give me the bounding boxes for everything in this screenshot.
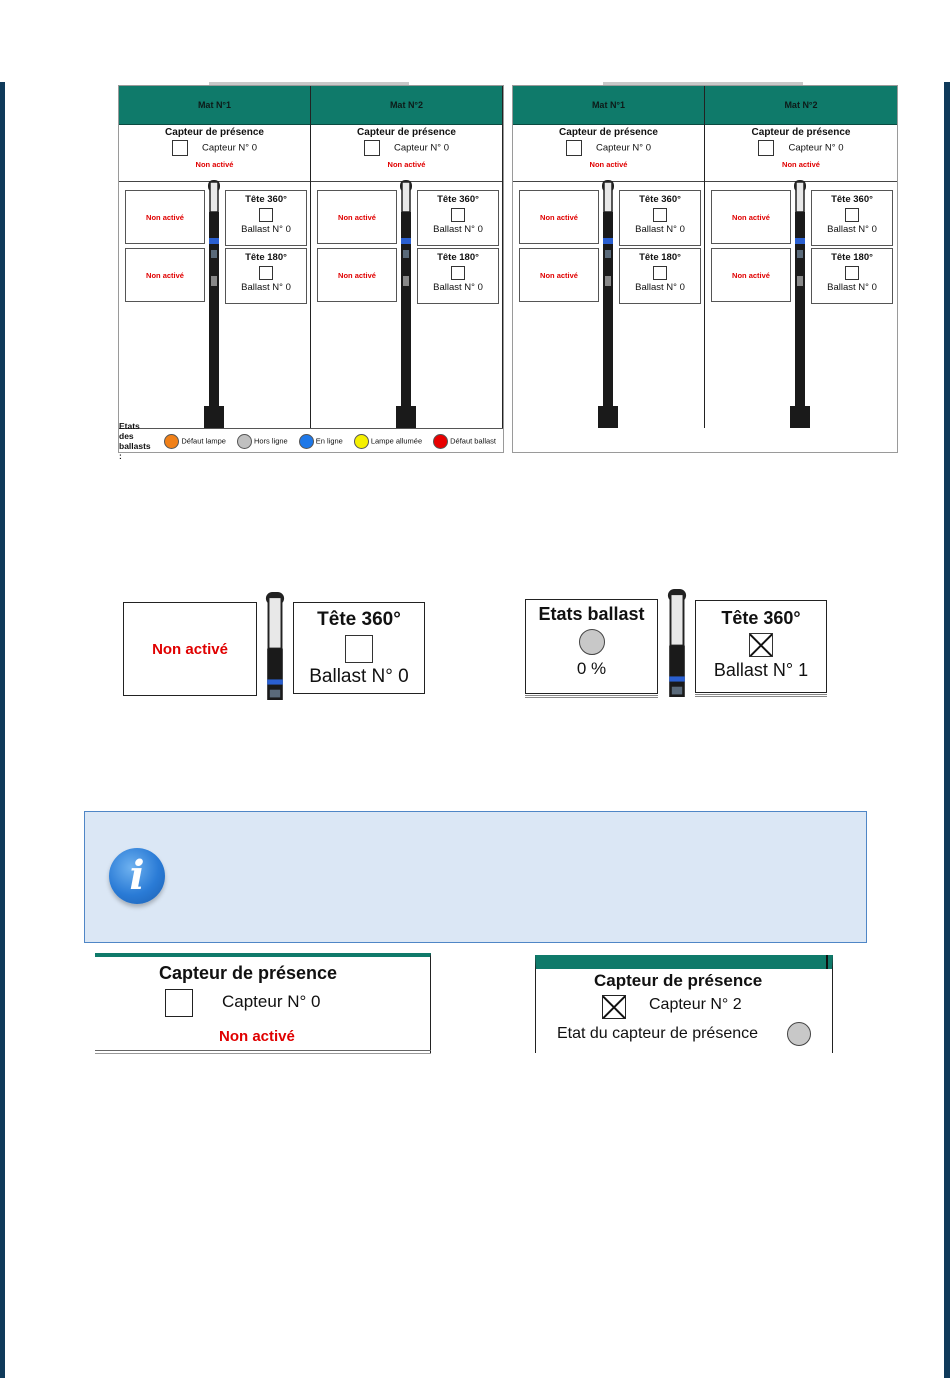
row-divider	[695, 694, 827, 697]
head-status-box: Non activé	[711, 190, 791, 244]
head-360-box[interactable]	[417, 190, 499, 246]
head-status-box: Non activé	[125, 248, 205, 302]
ballast-checkbox[interactable]	[259, 266, 273, 280]
head-360-box[interactable]	[225, 190, 307, 246]
legend-title: Etats des ballasts :	[119, 421, 151, 461]
light-pole-icon	[204, 180, 224, 428]
ballast-label: Ballast N° 0	[241, 224, 291, 235]
sensor-checkbox-checked[interactable]	[602, 995, 626, 1019]
sensor-status: Non activé	[195, 160, 234, 169]
ballast-label: Ballast N° 0	[433, 282, 483, 293]
sensor-label: Capteur N° 0	[393, 142, 450, 154]
ballast-label: Ballast N° 0	[635, 224, 685, 235]
presence-sensor-title: Capteur de présence	[751, 127, 851, 138]
presence-sensor-title: Capteur de présence	[159, 963, 338, 983]
panel-top-line	[209, 82, 409, 85]
ballast-checkbox[interactable]	[451, 266, 465, 280]
head-title: Tête 360°	[721, 608, 801, 628]
sensor-label: Capteur N° 0	[788, 142, 844, 154]
head-status-box: Non activé	[519, 248, 599, 302]
legend-item: Hors ligne	[237, 434, 288, 449]
legend-dot-icon	[433, 434, 448, 449]
presence-sensor-title: Capteur de présence	[559, 127, 658, 138]
presence-sensor-section	[513, 125, 704, 182]
sensor-status: Non activé	[219, 1028, 295, 1045]
status-circle-icon	[787, 1022, 811, 1046]
sensor-checkbox[interactable]	[165, 989, 193, 1017]
ballast-label: Ballast N° 0	[635, 282, 685, 293]
ballast-checkbox-checked[interactable]	[749, 633, 773, 657]
light-pole-icon	[396, 180, 416, 428]
ballast-checkbox[interactable]	[653, 266, 667, 280]
legend-dot-icon	[237, 434, 252, 449]
ballast-checkbox[interactable]	[653, 208, 667, 222]
overview-panel-2	[512, 85, 898, 453]
ballast-state-title: Etats ballast	[538, 604, 645, 624]
ballast-checkbox[interactable]	[845, 266, 859, 280]
legend-dot-icon	[164, 434, 179, 449]
ballast-checkbox[interactable]	[259, 208, 273, 222]
legend-item: Défaut ballast	[433, 434, 496, 449]
status-circle-icon	[579, 629, 605, 655]
head-status-box: Non activé	[519, 190, 599, 244]
sensor-status: Non activé	[589, 160, 628, 169]
presence-sensor-title: Capteur de présence	[594, 971, 763, 990]
light-pole-icon	[790, 180, 810, 428]
head-status-box: Non activé	[125, 190, 205, 244]
mat-header: Mat N°2	[311, 86, 502, 125]
head-title: Tête 360°	[245, 194, 287, 205]
sensor-checkbox[interactable]	[758, 140, 774, 156]
info-icon: i	[109, 848, 165, 904]
head-title: Tête 180°	[245, 252, 287, 263]
presence-sensor-title: Capteur de présence	[165, 127, 264, 138]
page-border-left	[0, 82, 5, 1378]
header-tick	[826, 955, 828, 969]
light-pole-icon	[598, 180, 618, 428]
row-divider	[95, 1050, 431, 1054]
head-title: Tête 360°	[639, 194, 681, 205]
mat-header: Mat N°1	[119, 86, 310, 125]
panel-top-line	[603, 82, 803, 85]
legend-item: Défaut lampe	[164, 434, 226, 449]
sensor-status: Non activé	[782, 160, 820, 169]
page-border-right	[944, 82, 950, 1378]
head-status-box: Non activé	[317, 190, 397, 244]
zoom-head-status: Non activé	[123, 602, 257, 696]
zoom-head-360-box-active[interactable]	[695, 600, 827, 693]
ballast-checkbox[interactable]	[845, 208, 859, 222]
sensor-label: Capteur N° 0	[595, 142, 652, 154]
head-title: Tête 360°	[317, 609, 401, 630]
head-180-box[interactable]	[619, 248, 701, 304]
ballast-checkbox[interactable]	[451, 208, 465, 222]
head-title: Tête 360°	[437, 194, 479, 205]
head-status-box: Non activé	[711, 248, 791, 302]
head-status-box: Non activé	[317, 248, 397, 302]
sensor-checkbox[interactable]	[364, 140, 380, 156]
ballast-label: Ballast N° 0	[827, 282, 877, 293]
ballast-label: Ballast N° 0	[827, 224, 877, 235]
head-180-box[interactable]	[225, 248, 307, 304]
head-180-box[interactable]	[811, 248, 893, 304]
zoom-head-360-box[interactable]	[293, 602, 425, 694]
light-pole-icon	[664, 589, 690, 697]
sensor-label: Capteur N° 0	[201, 142, 258, 154]
ballast-checkbox[interactable]	[345, 635, 373, 663]
ballast-state-box	[525, 599, 658, 694]
mat-1-column	[513, 86, 705, 428]
sensor-checkbox[interactable]	[172, 140, 188, 156]
legend-item: Lampe allumée	[354, 434, 422, 449]
mat-1-column	[119, 86, 311, 428]
info-note	[84, 811, 867, 943]
sensor-label: Capteur N° 0	[222, 992, 321, 1011]
sensor-label: Capteur N° 2	[649, 996, 742, 1013]
sensor-state-label: Etat du capteur de présence	[557, 1025, 759, 1042]
mat-header: Mat N°1	[513, 86, 704, 125]
head-title: Tête 180°	[639, 252, 681, 263]
head-180-box[interactable]	[417, 248, 499, 304]
mat-2-column	[705, 86, 897, 428]
ballast-label: Ballast N° 1	[713, 660, 809, 680]
ballast-label: Ballast N° 0	[309, 666, 409, 687]
ballast-label: Ballast N° 0	[241, 282, 291, 293]
presence-sensor-section	[119, 125, 310, 182]
sensor-checkbox[interactable]	[566, 140, 582, 156]
head-360-box[interactable]	[811, 190, 893, 246]
ballast-legend	[119, 421, 503, 461]
presence-sensor-section	[705, 125, 897, 182]
legend-dot-icon	[354, 434, 369, 449]
head-title: Tête 180°	[437, 252, 479, 263]
mat-header: Mat N°2	[705, 86, 897, 125]
presence-sensor-inactive	[95, 953, 431, 1053]
light-pole-icon	[262, 592, 288, 700]
head-title: Tête 180°	[831, 252, 873, 263]
head-title: Tête 360°	[831, 194, 873, 205]
presence-sensor-active	[535, 955, 833, 1053]
ballast-label: Ballast N° 0	[433, 224, 483, 235]
legend-dot-icon	[299, 434, 314, 449]
overview-panel-1	[118, 85, 504, 461]
row-divider	[525, 695, 658, 698]
legend-item: En ligne	[299, 434, 343, 449]
presence-sensor-title: Capteur de présence	[357, 127, 456, 138]
mat-2-column	[311, 86, 503, 428]
presence-sensor-section	[311, 125, 502, 182]
ballast-state-value: 0 %	[576, 659, 607, 678]
head-360-box[interactable]	[619, 190, 701, 246]
sensor-status: Non activé	[387, 160, 426, 169]
